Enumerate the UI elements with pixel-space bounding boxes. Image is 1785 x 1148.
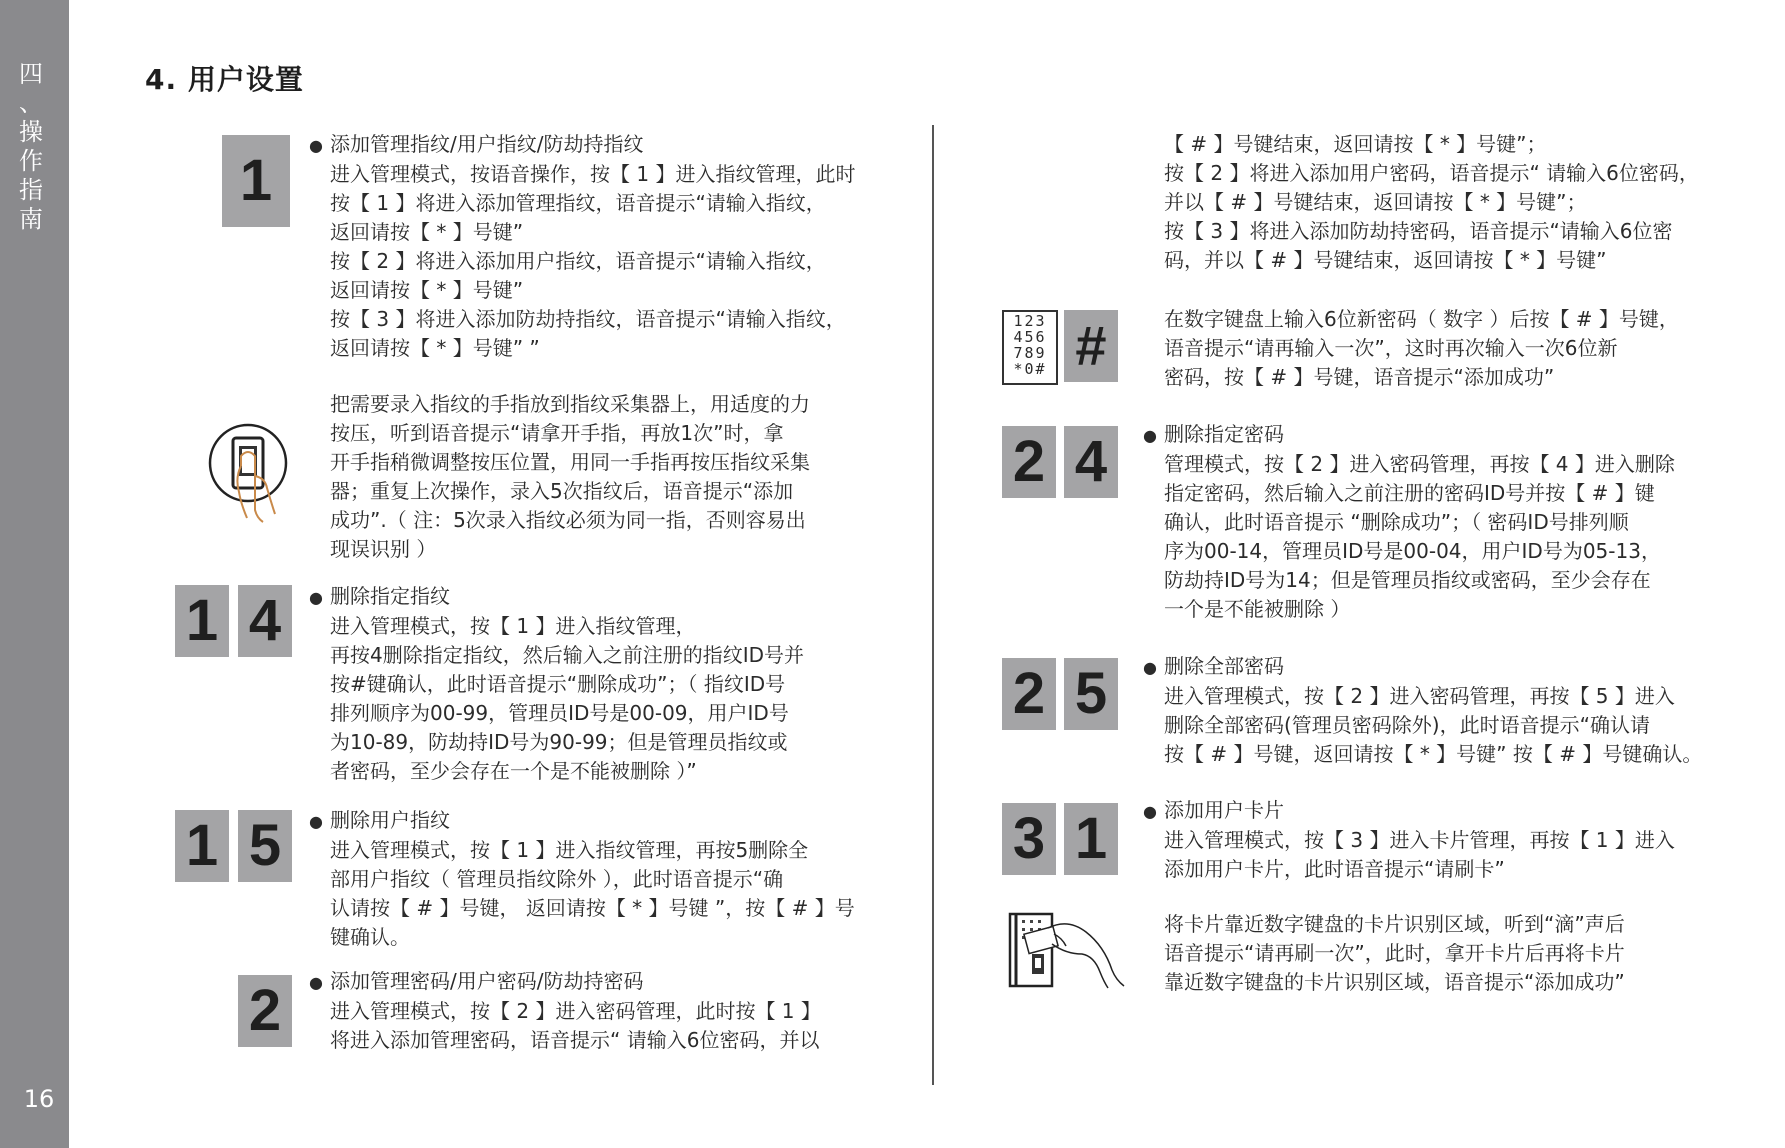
card-swipe-section	[1143, 910, 1763, 997]
keypad-row: 123	[1013, 312, 1047, 330]
text-line: 排列顺序为00-99，管理员ID号是00-09，用户ID号	[330, 701, 789, 725]
key-4-icon: 4	[1064, 426, 1118, 498]
text-line: 按压，听到语音提示“请拿开手指，再放1次”时，拿	[330, 421, 784, 445]
key-4-icon: 4	[238, 585, 292, 657]
text-line: 序为00-14，管理员ID号是00-04，用户ID号为05-13，	[1164, 539, 1661, 563]
keypad-row: *0#	[1013, 360, 1047, 378]
fingerprint-reader-icon	[205, 418, 301, 524]
section-label-char: 、	[19, 89, 43, 117]
text-line: 确认，此时语音提示 “删除成功”；（ 密码ID号排列顺	[1164, 510, 1629, 534]
text-line: 将进入添加管理密码，语音提示“ 请输入6位密码，并以	[330, 1028, 820, 1052]
text-line: 器；重复上次操作，录入5次指纹后，语音提示“添加	[330, 479, 794, 503]
keypad-icon	[1002, 310, 1058, 385]
section-heading: 添加管理指纹/用户指纹/防劫持指纹	[330, 132, 644, 156]
delete-all-passwords-section	[1143, 652, 1763, 769]
section-label-char: 作	[19, 147, 43, 175]
bullet-icon: ●	[309, 588, 323, 607]
delete-fingerprint-section	[309, 582, 884, 786]
text-line: 防劫持ID号为14；但是管理员指纹或密码，至少会存在	[1164, 568, 1651, 592]
card-reader-icon	[1008, 910, 1126, 990]
text-line: 按【 2 】将进入添加用户密码，语音提示“ 请输入6位密码，	[1164, 161, 1699, 185]
text-line: 返回请按【 * 】号键” ”	[330, 336, 540, 360]
text-line: 部用户指纹（ 管理员指纹除外 ），此时语音提示“确	[330, 867, 784, 891]
text-line: 添加用户卡片，此时语音提示“请刷卡”	[1164, 857, 1505, 881]
add-password-section	[309, 967, 884, 1055]
key-5-icon: 5	[238, 810, 292, 882]
delete-user-fingerprint-section	[309, 806, 884, 952]
key-1-icon: 1	[222, 135, 290, 227]
password-continued-section	[1143, 130, 1763, 275]
text-line: 按【 3 】将进入添加防劫持指纹，语音提示“请输入指纹，	[330, 307, 846, 331]
text-line: 进入管理模式，按【 2 】进入密码管理，再按【 5 】进入	[1164, 684, 1675, 708]
text-line: 进入管理模式，按语音操作，按【 1 】进入指纹管理，此时	[330, 162, 856, 186]
key-3-icon: 3	[1002, 803, 1056, 875]
bullet-icon: ●	[309, 136, 323, 155]
add-fingerprint-section	[309, 130, 884, 363]
section-heading: 删除用户指纹	[330, 808, 450, 832]
text-line: 成功”.（ 注：5次录入指纹必须为同一指，否则容易出	[330, 508, 806, 532]
text-line: 一个是不能被删除 ）	[1164, 597, 1351, 621]
text-line: 码，并以【 # 】号键结束，返回请按【 * 】号键”	[1164, 248, 1607, 272]
text-line: 按【 2 】将进入添加用户指纹，语音提示“请输入指纹，	[330, 249, 826, 273]
keypad-row: 456	[1013, 328, 1047, 346]
section-label-char: 四	[19, 60, 43, 88]
text-line: 语音提示“请再刷一次”，此时，拿开卡片后再将卡片	[1164, 941, 1625, 965]
text-line: 按【 3 】将进入添加防劫持密码，语音提示“请输入6位密	[1164, 219, 1673, 243]
keypad-entry-section	[1143, 305, 1763, 392]
section-heading: 删除指定指纹	[330, 584, 450, 608]
delete-password-section	[1143, 420, 1763, 624]
text-line: 删除全部密码(管理员密码除外)，此时语音提示“确认请	[1164, 713, 1650, 737]
section-label-char: 指	[19, 176, 43, 204]
add-card-section	[1143, 796, 1763, 884]
key-1-icon: 1	[175, 585, 229, 657]
text-line: 进入管理模式，按【 1 】进入指纹管理，再按5删除全	[330, 838, 809, 862]
text-line: 进入管理模式，按【 3 】进入卡片管理，再按【 1 】进入	[1164, 828, 1675, 852]
text-line: 返回请按【 * 】号键”	[330, 278, 524, 302]
text-line: 按【 # 】号键，返回请按【 * 】号键” 按【 # 】号键确认。	[1164, 742, 1703, 766]
text-line: 把需要录入指纹的手指放到指纹采集器上，用适度的力	[330, 392, 810, 416]
text-line: 认请按【 # 】号键， 返回请按【 * 】号键 ”，按【 # 】号	[330, 896, 855, 920]
column-divider	[932, 125, 934, 1085]
text-line: 按【 1 】将进入添加管理指纹，语音提示“请输入指纹，	[330, 191, 826, 215]
text-line: 按#键确认，此时语音提示“删除成功”；（ 指纹ID号	[330, 672, 786, 696]
bullet-icon: ●	[309, 973, 323, 992]
text-line: 现误识别 ）	[330, 537, 437, 561]
section-heading: 添加管理密码/用户密码/防劫持密码	[330, 969, 644, 993]
text-line: 返回请按【 * 】号键”	[330, 220, 524, 244]
key-5-icon: 5	[1064, 658, 1118, 730]
text-line: 进入管理模式，按【 1 】进入指纹管理，	[330, 614, 696, 638]
text-line: 者密码，至少会存在一个是不能被删除 ）”	[330, 759, 697, 783]
text-line: 管理模式，按【 2 】进入密码管理，再按【 4 】进入删除	[1164, 452, 1675, 476]
text-line: 进入管理模式，按【 2 】进入密码管理，此时按【 1 】	[330, 999, 821, 1023]
key-2-icon: 2	[1002, 426, 1056, 498]
section-heading: 删除全部密码	[1164, 654, 1284, 678]
key-1-icon: 1	[175, 810, 229, 882]
bullet-icon: ●	[1143, 802, 1157, 821]
text-line: 【 # 】号键结束，返回请按【 * 】号键”；	[1164, 132, 1547, 156]
section-heading: 删除指定密码	[1164, 422, 1284, 446]
keypad-row: 789	[1013, 344, 1047, 362]
bullet-icon: ●	[1143, 658, 1157, 677]
text-line: 语音提示“请再输入一次”，这时再次输入一次6位新	[1164, 336, 1618, 360]
text-line: 开手指稍微调整按压位置，用同一手指再按压指纹采集	[330, 450, 810, 474]
text-line: 密码，按【 # 】号键，语音提示“添加成功”	[1164, 365, 1555, 389]
bullet-icon: ●	[1143, 426, 1157, 445]
section-label-char: 操	[19, 118, 43, 146]
text-line: 为10-89，防劫持ID号为90-99；但是管理员指纹或	[330, 730, 788, 754]
fingerprint-enroll-section	[309, 390, 884, 564]
key-1-icon: 1	[1064, 803, 1118, 875]
text-line: 将卡片靠近数字键盘的卡片识别区域，听到“滴”声后	[1164, 912, 1625, 936]
section-heading: 添加用户卡片	[1164, 798, 1284, 822]
text-line: 在数字键盘上输入6位新密码（ 数字 ）后按【 # 】号键，	[1164, 307, 1679, 331]
text-line: 再按4删除指定指纹，然后输入之前注册的指纹ID号并	[330, 643, 805, 667]
bullet-icon: ●	[309, 812, 323, 831]
key-2-icon: 2	[1002, 658, 1056, 730]
text-line: 键确认。	[330, 925, 410, 949]
page-title: 4. 用户设置	[145, 63, 304, 96]
section-label-char: 南	[19, 205, 43, 233]
text-line: 并以【 # 】号键结束，返回请按【 * 】号键”；	[1164, 190, 1587, 214]
section-label	[0, 60, 62, 234]
key-2-icon: 2	[238, 975, 292, 1047]
hash-key-icon: #	[1064, 310, 1118, 382]
text-line: 靠近数字键盘的卡片识别区域，语音提示“添加成功”	[1164, 970, 1625, 994]
page-number: 16	[23, 1085, 55, 1113]
text-line: 指定密码，然后输入之前注册的密码ID号并按【 # 】键	[1164, 481, 1655, 505]
